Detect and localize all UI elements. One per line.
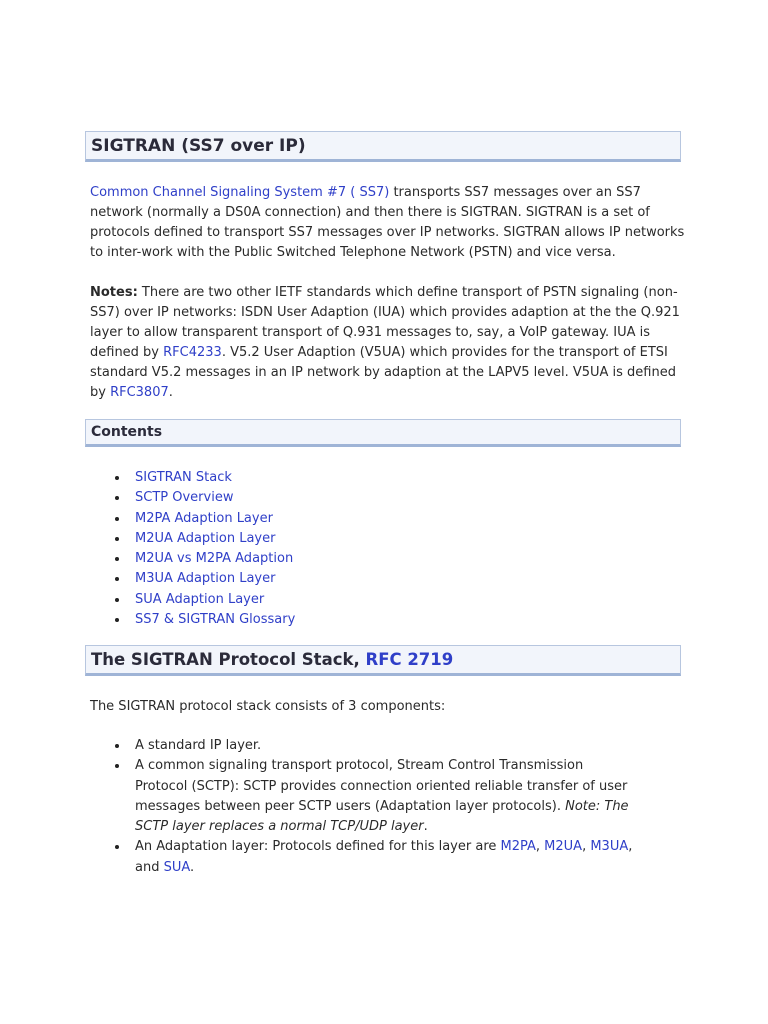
contents-list [113,468,513,630]
contents-item [113,590,513,610]
contents-item [113,610,513,630]
contents-item [113,468,513,488]
toc-link-sua[interactable]: SUA Adaption Layer [135,591,265,607]
contents-item [113,488,513,508]
stack-components-list [113,736,633,878]
ss7-link[interactable]: Common Channel Signaling System #7 ( SS7) [90,185,390,200]
contents-item [113,569,513,589]
sep-2: , [582,839,591,855]
sctp-note: Note: The SCTP layer replaces a normal TCP/UDP layer [135,798,629,835]
notes-label: Notes: [90,285,138,300]
protocol-stack-heading [85,645,681,676]
toc-link-m3ua[interactable]: M3UA Adaption Layer [135,571,276,587]
stack-intro: The SIGTRAN protocol stack consists of 3 components: [90,699,446,714]
notes-text-2: . V5.2 User Adaption (V5UA) which provides for the transport of ETSI standard V5.2 messages in an IP network by adaption at the LAPV5 level. V5UA is defined by [90,345,676,400]
rfc2719-link[interactable]: RFC 2719 [365,650,454,669]
toc-link-glossary[interactable]: SS7 & SIGTRAN Glossary [135,612,296,628]
sigtran-heading [85,131,681,162]
m2pa-link[interactable]: M2PA [500,839,536,855]
contents-heading [85,419,681,447]
notes-text-3: . [168,385,173,400]
rfc4233-link[interactable]: RFC4233 [163,345,222,360]
sep-1: , [535,839,545,855]
contents-item [113,509,513,529]
stack-item-sctp [113,756,633,837]
stack-item-1-text: A standard IP layer. [135,738,262,753]
sigtran-heading-text: SIGTRAN (SS7 over IP) [91,136,306,156]
stack-item-ip-layer [113,736,633,756]
toc-link-sigtran-stack[interactable]: SIGTRAN Stack [135,470,232,485]
contents-item [113,529,513,549]
m2ua-link[interactable]: M2UA [544,839,583,855]
intro-paragraph [90,183,690,263]
contents-item [113,549,513,569]
stack-item-adaptation [113,837,633,878]
sep-3: , and [135,839,633,875]
notes-text-1: There are two other IETF standards which define transport of PSTN signaling (non-SS7) over IP networks: ISDN User Adaption (IUA) which provides adaption at the the Q.921 layer to allow transparent transport of Q.931 messages to, say, a VoIP gateway. IUA is defined by [90,285,680,360]
stack-item-2-end: . [423,819,428,835]
sua-link[interactable]: SUA [163,859,191,875]
rfc3807-link[interactable]: RFC3807 [110,385,169,400]
toc-link-m2pa[interactable]: M2PA Adaption Layer [135,510,273,526]
toc-link-m2ua[interactable]: M2UA Adaption Layer [135,530,276,546]
stack-item-2-text: A common signaling transport protocol, Stream Control Transmission Protocol (SCTP): SCTP provides connection oriented reliable transfer of user messages between peer SCTP users (Adaptation layer protocols). [135,758,628,814]
stack-item-3-end: . [190,859,195,875]
toc-link-sctp-overview[interactable]: SCTP Overview [135,490,234,506]
intro-text: transports SS7 messages over an SS7 network (normally a DS0A connection) and then there is SIGTRAN. SIGTRAN is a set of protocols defined to transport SS7 messages over IP networks. SIGTRAN allows IP networks to inter-work with the Public Switched Telephone Network (PSTN) and vice versa. [90,185,685,260]
protocol-stack-heading-text: The SIGTRAN Protocol Stack, [91,650,366,669]
notes-paragraph [90,283,690,403]
m3ua-link[interactable]: M3UA [590,839,629,855]
contents-heading-text: Contents [91,424,163,440]
toc-link-m2ua-vs-m2pa[interactable]: M2UA vs M2PA Adaption [135,551,294,567]
stack-item-3-text: An Adaptation layer: Protocols defined for this layer are [135,839,501,855]
